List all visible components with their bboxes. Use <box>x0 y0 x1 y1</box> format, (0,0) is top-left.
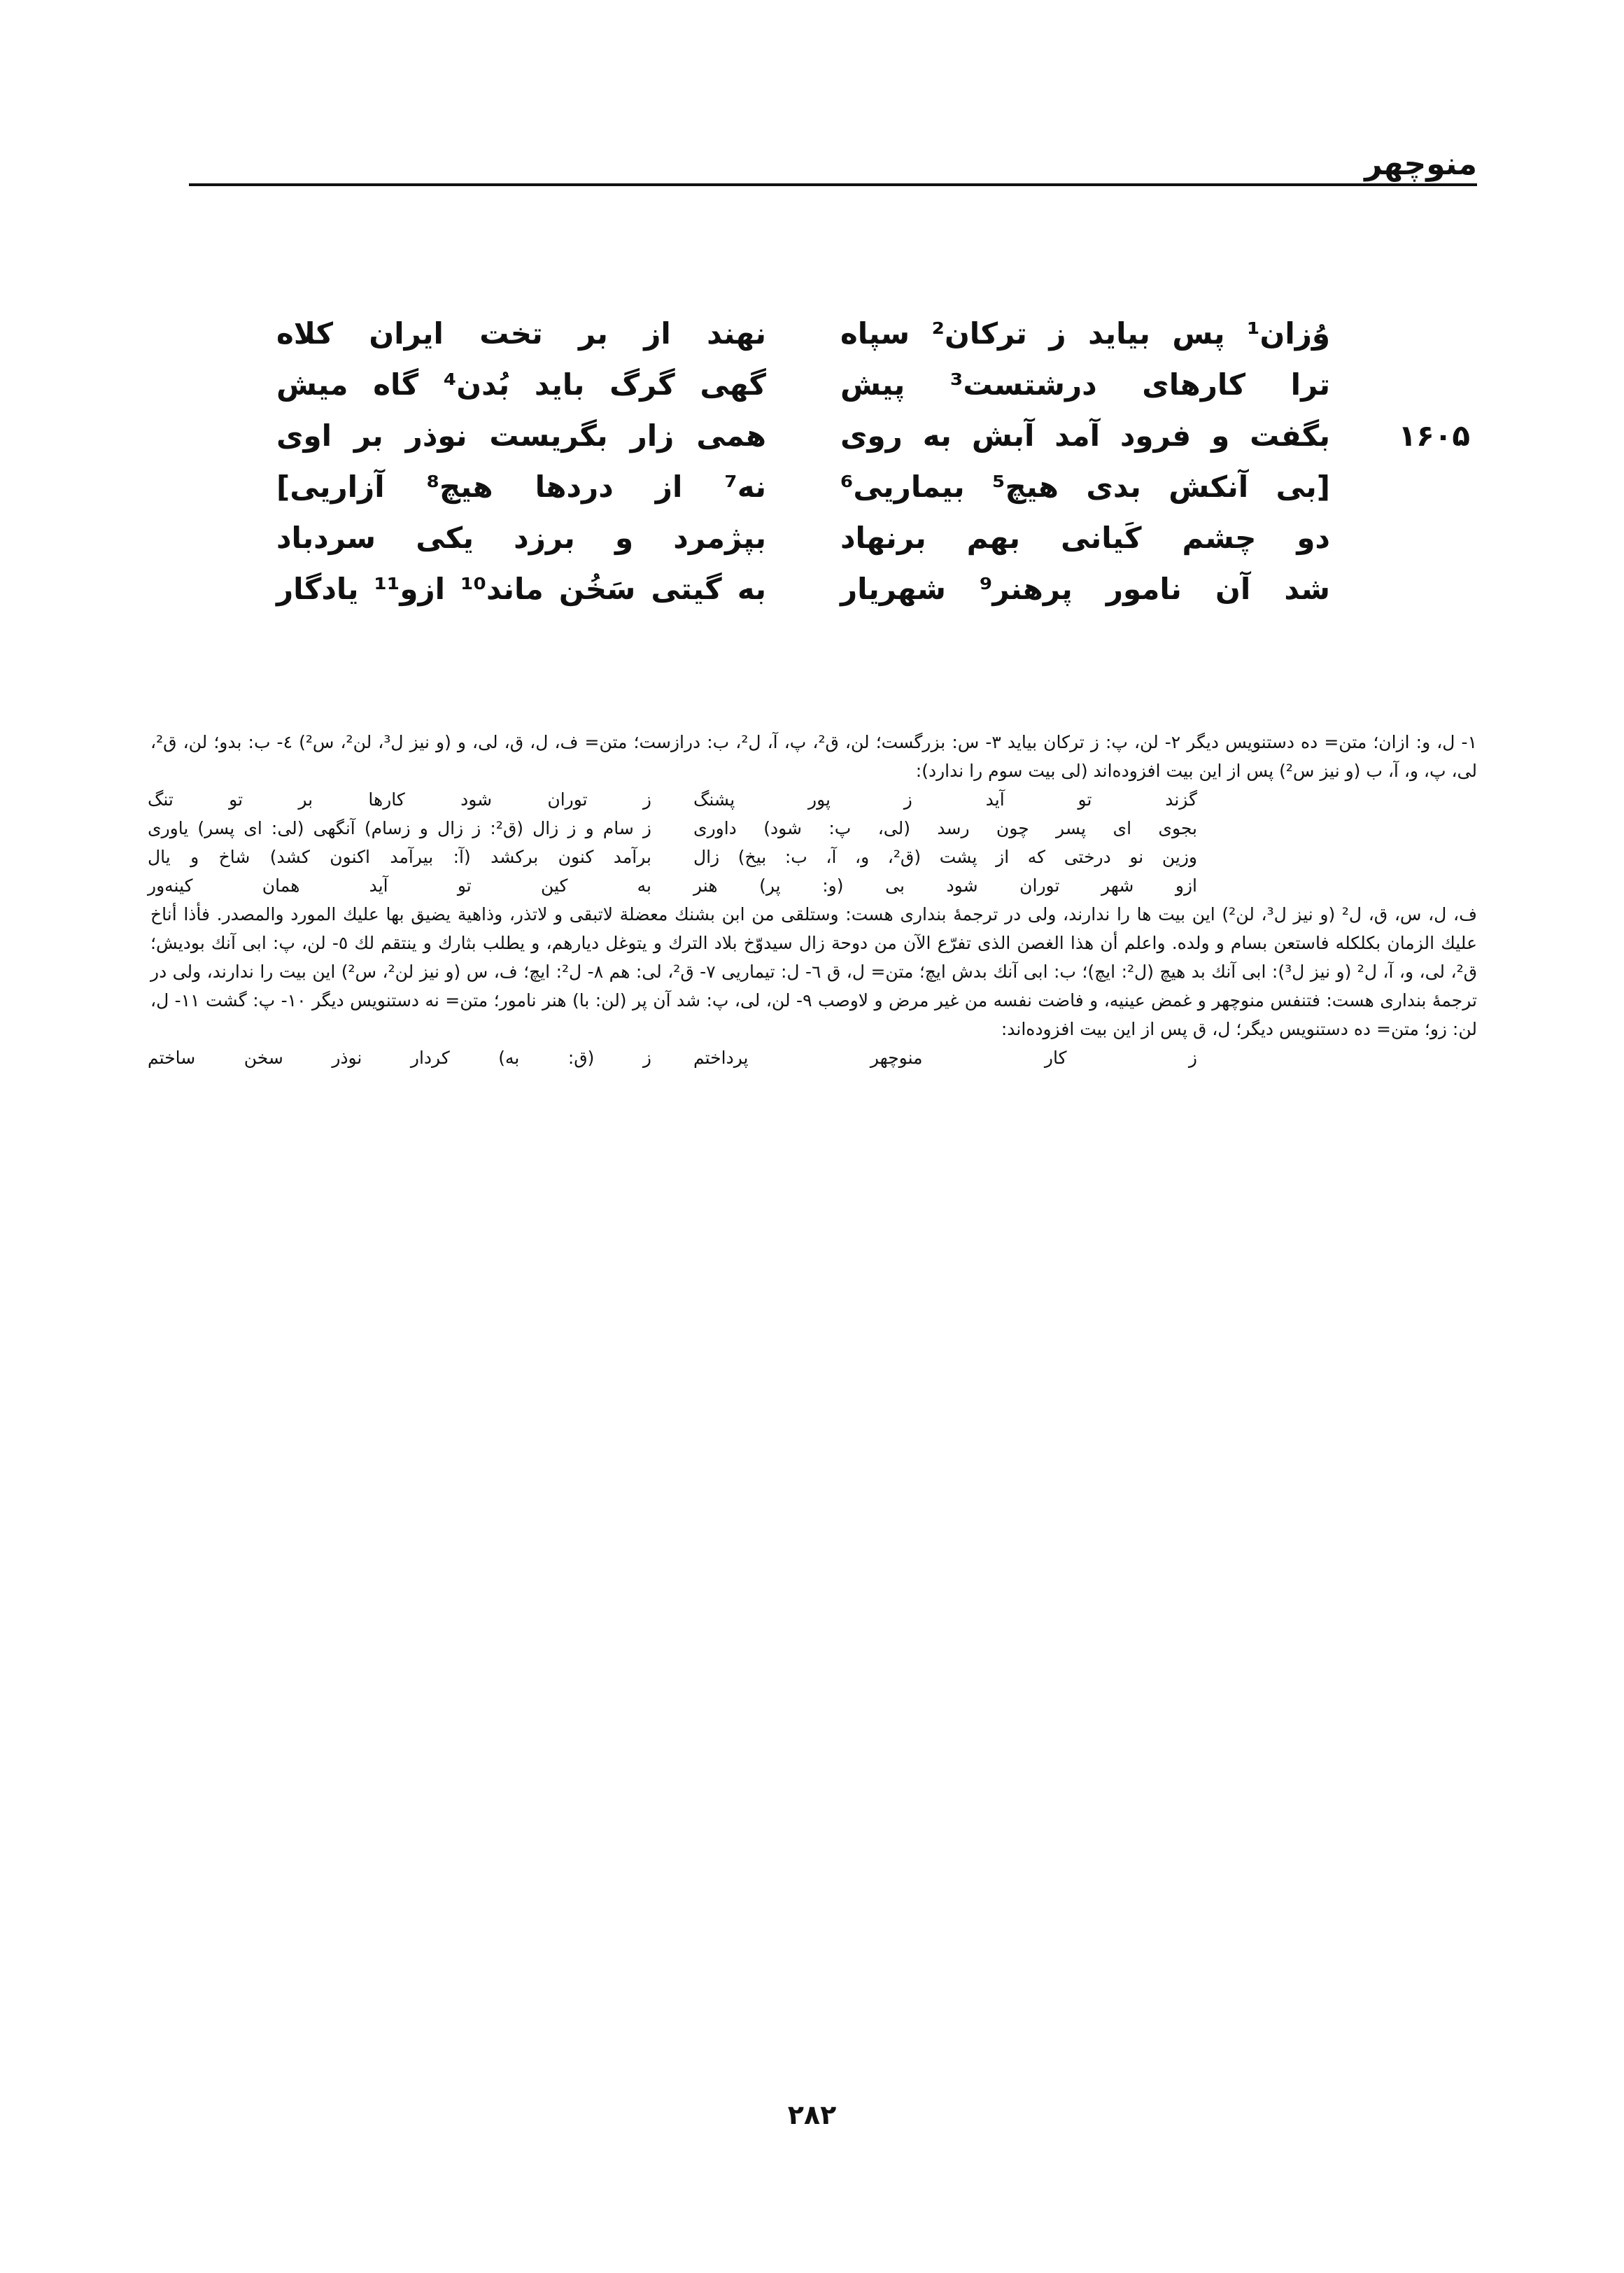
couplet-hemistich-1: گزند تو آید ز پور پشنگ <box>693 789 1197 810</box>
couplet-hemistich-2: ز سام و ز زال (ق²: ز زال و زسام) آنگهی (لی: ای پسر) یاوری <box>148 818 651 838</box>
second-hemistich: بپژمرد و برزد یکی سردباد <box>276 521 766 555</box>
second-hemistich: همی زار بگریست نوذر بر اوی <box>276 418 766 453</box>
couplet-hemistich-1: ازو شهر توران شود بی (و: پر) هنر <box>693 875 1197 896</box>
final-couplet <box>148 1043 1197 1072</box>
page-number: ۲۸۲ <box>787 2099 837 2130</box>
second-hemistich: به گیتی سَخُن ماند¹⁰ ازو¹¹ یادگار <box>276 572 766 606</box>
second-hemistich: گهی گرگ باید بُدن⁴ گاه میش <box>276 367 766 402</box>
verse <box>245 308 1470 359</box>
verse-number: ۱۶۰۵ <box>1398 418 1470 453</box>
first-hemistich: بگفت و فرود آمد آبش به روی <box>840 418 1330 453</box>
footnote-paragraph: ۱- ل، و: ازان؛ متن= ده دستنویس دیگر ۲- لن، پ: ز ترکان بیاید ۳- س: بزرگست؛ لن، ق²، پ، آ، ل²، ب: درازست؛ متن= ف، ل، ق، لی، و (و نیز ل³، لن²، س²) ٤- ب: بدو؛ لن، ق²، لی، پ، و، آ، ب (و نیز س²) پس از این بیت افزوده‌اند (لی بیت سوم را ندارد): <box>150 732 1477 781</box>
second-hemistich: نه⁷ از دردها هیچ⁸ آزاریی] <box>276 470 767 504</box>
couplet-hemistich-1: بجوی ای پسر چون رسد (لی، پ: شود) داوری <box>693 818 1197 838</box>
first-hemistich: [بی آنکش بدی هیچ⁵ بیماریی⁶ <box>840 470 1330 504</box>
added-couplet <box>148 843 1197 871</box>
first-hemistich: وُزان¹ پس بیاید ز ترکان² سپاه <box>840 316 1330 351</box>
couplet-hemistich-2: برآمد کنون برکشد (آ: بیرآمد اکنون کشد) شاخ و یال <box>148 847 651 867</box>
header-rule <box>189 183 1477 186</box>
verse <box>245 563 1470 614</box>
footnotes <box>150 728 1477 1072</box>
couplet-hemistich-2: ز توران شود کارها بر تو تنگ <box>148 789 651 810</box>
added-couplet <box>148 871 1197 900</box>
couplet-hemistich-1: وزین نو درختی که از پشت (ق²، و، آ، ب: بیخ) زال <box>693 847 1197 867</box>
added-couplet <box>148 814 1197 843</box>
verse <box>245 359 1470 410</box>
verse <box>245 410 1470 461</box>
added-couplet <box>148 785 1197 814</box>
verse <box>245 512 1470 563</box>
footnote-paragraph: ف، ل، س، ق، ل² (و نیز ل³، لن²) این بیت ها را ندارند، ولی در ترجمهٔ بنداری هست: وستلقى من ابن بشنك معضلة لاتبقى و لاتذر، وذاهية يضيق بها عليك المورد والمصدر. فأذا أناخ عليك الزمان بكلكله فاستعن بسام و ولده. واعلم أن هذا الغصن الذى تفرّع الآن من دوحة زال سيدوّخ بلاد الترك و يتوغل ديارهم، و يطلب بثارك و ينتقم لك ٥- لن، پ: ابى آنك بوديش؛ ق²، لی، و، آ، ل² (و نیز ل³): ابی آنك بد هیچ (ل²: ایچ)؛ ب: ابی آنك بدش ایچ؛ متن= ل، ق ٦- ل: تیماریی ٧- ق²، لی: هم ٨- ل²: ایچ؛ ف، س (و نیز لن²، س²) این بیت را ندارند، ولی در ترجمهٔ بنداری هست: فتنفس منوچهر و غمض عينيه، و فاضت نفسه من غير مرض و لاوصب ٩- لن، لی، پ: شد آن پر (لن: با) هنر نامور؛ متن= نه دستنویس دیگر ۱۰- پ: گشت ۱۱- ل، لن: زو؛ متن= ده دستنویس دیگر؛ ل، ق پس از این بیت افزوده‌اند: <box>150 904 1477 1039</box>
couplet-hemistich-1: ز کار منوچهر پرداختم <box>693 1048 1197 1068</box>
running-title: منوچهر <box>1364 146 1477 182</box>
second-hemistich: نهند از بر تخت ایران کلاه <box>276 316 766 351</box>
first-hemistich: دو چشم کَیانی بهم برنهاد <box>840 521 1330 555</box>
couplet-hemistich-2: به کین تو آید همان کینه‌ور <box>148 875 651 896</box>
poem-block <box>245 308 1470 614</box>
verse <box>245 461 1470 512</box>
first-hemistich: ترا کارهای درشتست³ پیش <box>840 367 1330 402</box>
couplet-hemistich-2: ز (ق: به) کردار نوذر سخن ساختم <box>148 1048 651 1068</box>
first-hemistich: شد آن نامور پرهنر⁹ شهریار <box>840 572 1330 606</box>
